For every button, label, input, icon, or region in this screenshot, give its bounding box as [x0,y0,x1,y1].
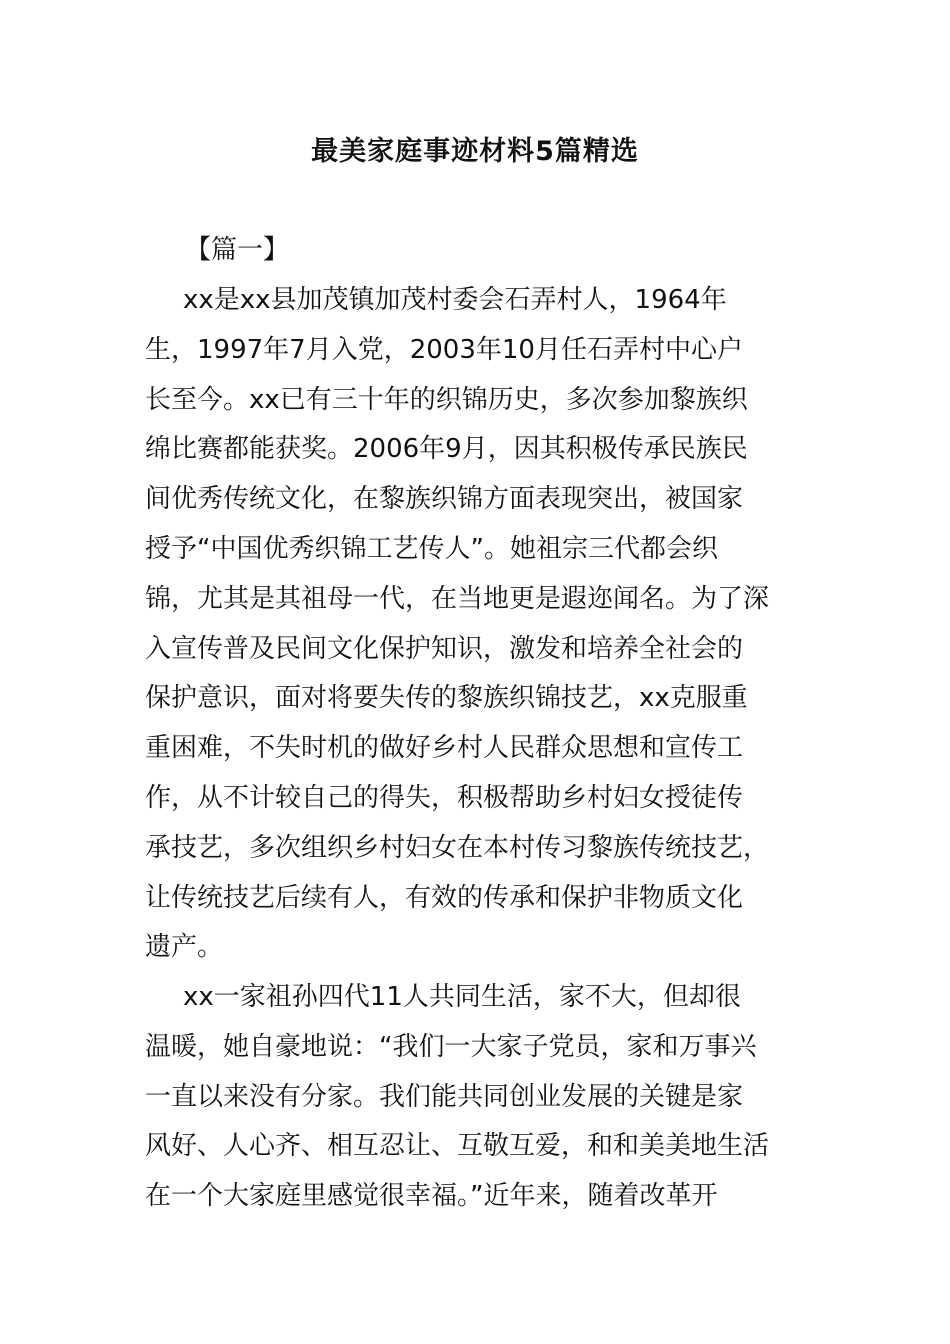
text-line: xx是xx县加茂镇加茂村委会石弄村人，1964年 [183,285,727,315]
text-line: 入宣传普及民间文化保护知识，激发和培养全社会的 [145,633,744,664]
text-line: 在一个大家庭里感觉很幸福。”近年来，随着改革开 [145,1181,718,1212]
text-line: 授予“中国优秀织锦工艺传人”。她祖宗三代都会织 [145,533,718,564]
paragraph-1 [145,276,825,973]
text-line: 作，从不计较自己的得失，积极帮助乡村妇女授徒传 [145,782,744,813]
text-line: 让传统技艺后续有人，有效的传承和保护非物质文化 [145,882,744,913]
text-line: 重困难，不失时机的做好乡村人民群众思想和宣传工 [145,733,744,764]
document-title: 最美家庭事迹材料5篇精选 [311,136,639,167]
text-line: 生，1997年7月入党，2003年10月任石弄村中心户 [145,334,743,365]
text-line: 绵比赛都能获奖。2006年9月，因其积极传承民族民 [145,434,748,465]
text-line: 承技艺，多次组织乡村妇女在本村传习黎族传统技艺， [145,832,770,863]
text-line: 一直以来没有分家。我们能共同创业发展的关键是家 [145,1081,744,1112]
text-line: 风好、人心齐、相互忍让、互敬互爱，和和美美地生活 [145,1131,770,1162]
section-heading: 【篇一】 [185,235,290,265]
text-line: xx一家祖孙四代11人共同生活，家不大，但却很 [183,982,741,1012]
paragraph-2 [145,973,825,1222]
text-line: 锦，尤其是其祖母一代，在当地更是遐迩闻名。为了深 [145,583,770,614]
text-line: 保护意识，面对将要失传的黎族织锦技艺，xx克服重 [145,683,748,714]
text-line: 长至今。xx已有三十年的织锦历史，多次参加黎族织 [145,384,748,415]
text-line: 温暖，她自豪地说：“我们一大家子党员，家和万事兴 [145,1031,757,1062]
text-line: 间优秀传统文化，在黎族织锦方面表现突出，被国家 [145,484,744,515]
text-line: 遗产。 [145,932,224,963]
